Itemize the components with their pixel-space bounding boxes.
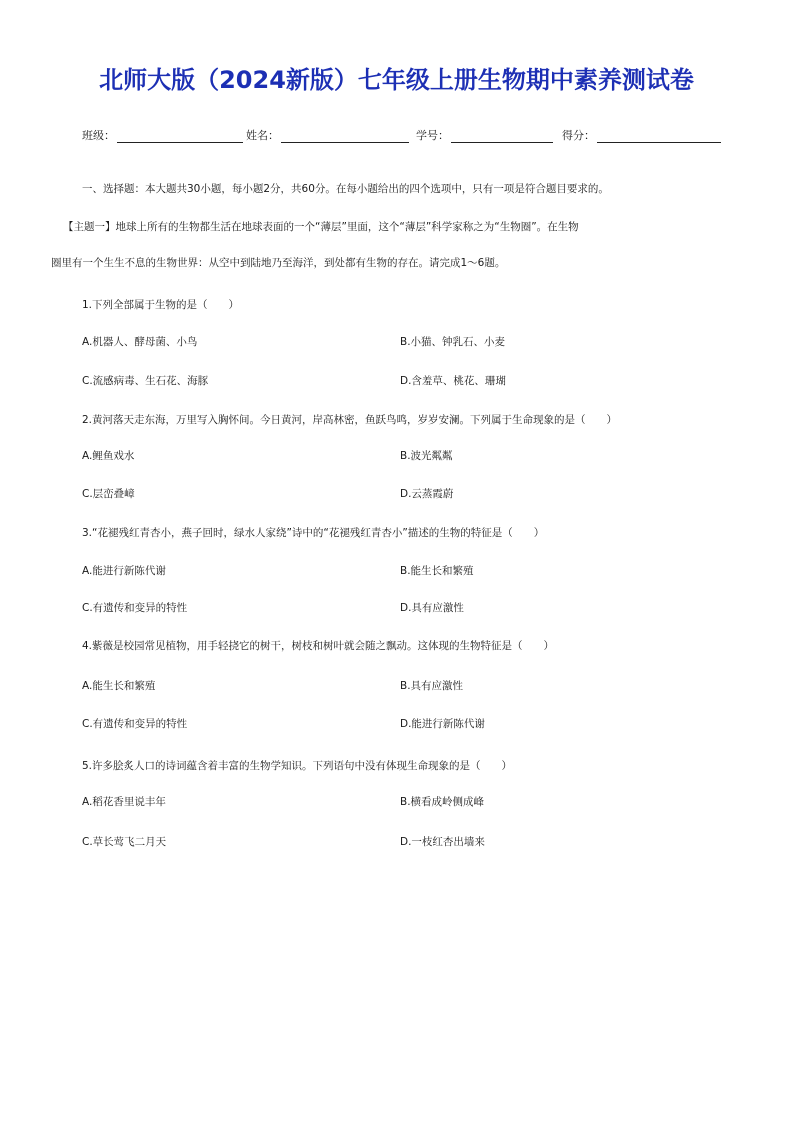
name-field (246, 127, 409, 143)
question-2-option-d[interactable]: D.云蒸霞蔚 (400, 488, 454, 500)
question-3-option-a[interactable]: A.能进行新陈代谢 (82, 565, 166, 577)
question-3-option-d[interactable]: D.具有应激性 (400, 602, 464, 614)
question-4-option-c[interactable]: C.有遗传和变异的特性 (82, 718, 188, 730)
question-1-option-c[interactable]: C.流感病毒、生石花、海豚 (82, 375, 209, 387)
score-field (562, 127, 721, 143)
question-5-option-c[interactable]: C.草长莺飞二月天 (82, 836, 167, 848)
class-field (82, 127, 243, 143)
question-2-option-a[interactable]: A.鲤鱼戏水 (82, 450, 135, 462)
question-3-stem: 3.“花褪残红青杏小，燕子回时，绿水人家绕”诗中的“花褪残红青杏小”描述的生物的特征是（ ） (82, 527, 545, 539)
question-4-option-d[interactable]: D.能进行新陈代谢 (400, 718, 485, 730)
question-5-option-d[interactable]: D.一枝红杏出墙来 (400, 836, 485, 848)
question-1-option-b[interactable]: B.小猫、钟乳石、小麦 (400, 336, 506, 348)
student-info-row (82, 127, 732, 143)
question-1-option-a[interactable]: A.机器人、酵母菌、小鸟 (82, 336, 198, 348)
class-blank[interactable] (117, 130, 243, 143)
question-1-option-d[interactable]: D.含羞草、桃花、珊瑚 (400, 375, 506, 387)
name-label: 姓名： (246, 129, 279, 142)
question-2-option-b[interactable]: B.波光粼粼 (400, 450, 453, 462)
question-5-option-b[interactable]: B.横看成岭侧成峰 (400, 796, 485, 808)
student-id-blank[interactable] (451, 130, 553, 143)
question-4-option-b[interactable]: B.具有应激性 (400, 680, 464, 692)
section-heading: 一、选择题：本大题共30小题，每小题2分，共60分。在每小题给出的四个选项中，只有一项是符合题目要求的。 (82, 183, 609, 195)
question-5-stem: 5.许多脍炙人口的诗词蕴含着丰富的生物学知识。下列语句中没有体现生命现象的是（ ） (82, 760, 513, 772)
question-2-option-c[interactable]: C.层峦叠嶂 (82, 488, 135, 500)
class-label: 班级： (82, 129, 115, 142)
topic-intro-line-2: 圈里有一个生生不息的生物世界：从空中到陆地乃至海洋，到处都有生物的存在。请完成1～6题。 (51, 257, 506, 269)
question-2-stem: 2.黄河落天走东海，万里写入胸怀间。今日黄河，岸高林密，鱼跃鸟鸣，岁岁安澜。下列属于生命现象的是（ ） (82, 414, 618, 426)
page-title: 北师大版（2024新版）七年级上册生物期中素养测试卷 (99, 66, 694, 94)
question-3-option-b[interactable]: B.能生长和繁殖 (400, 565, 474, 577)
question-5-option-a[interactable]: A.稻花香里说丰年 (82, 796, 166, 808)
question-4-stem: 4.紫薇是校园常见植物，用手轻挠它的树干，树枝和树叶就会随之飘动。这体现的生物特征是（ ） (82, 640, 555, 652)
question-1-stem: 1.下列全部属于生物的是（ ） (82, 299, 240, 311)
score-label: 得分： (562, 129, 595, 142)
score-blank[interactable] (597, 130, 721, 143)
topic-intro-line-1: 【主题一】地球上所有的生物都生活在地球表面的一个“薄层”里面，这个“薄层”科学家称之为“生物圈”。在生物 (63, 221, 579, 233)
question-3-option-c[interactable]: C.有遗传和变异的特性 (82, 602, 188, 614)
student-id-field (416, 127, 553, 143)
student-id-label: 学号： (416, 129, 449, 142)
question-4-option-a[interactable]: A.能生长和繁殖 (82, 680, 156, 692)
name-blank[interactable] (281, 130, 409, 143)
